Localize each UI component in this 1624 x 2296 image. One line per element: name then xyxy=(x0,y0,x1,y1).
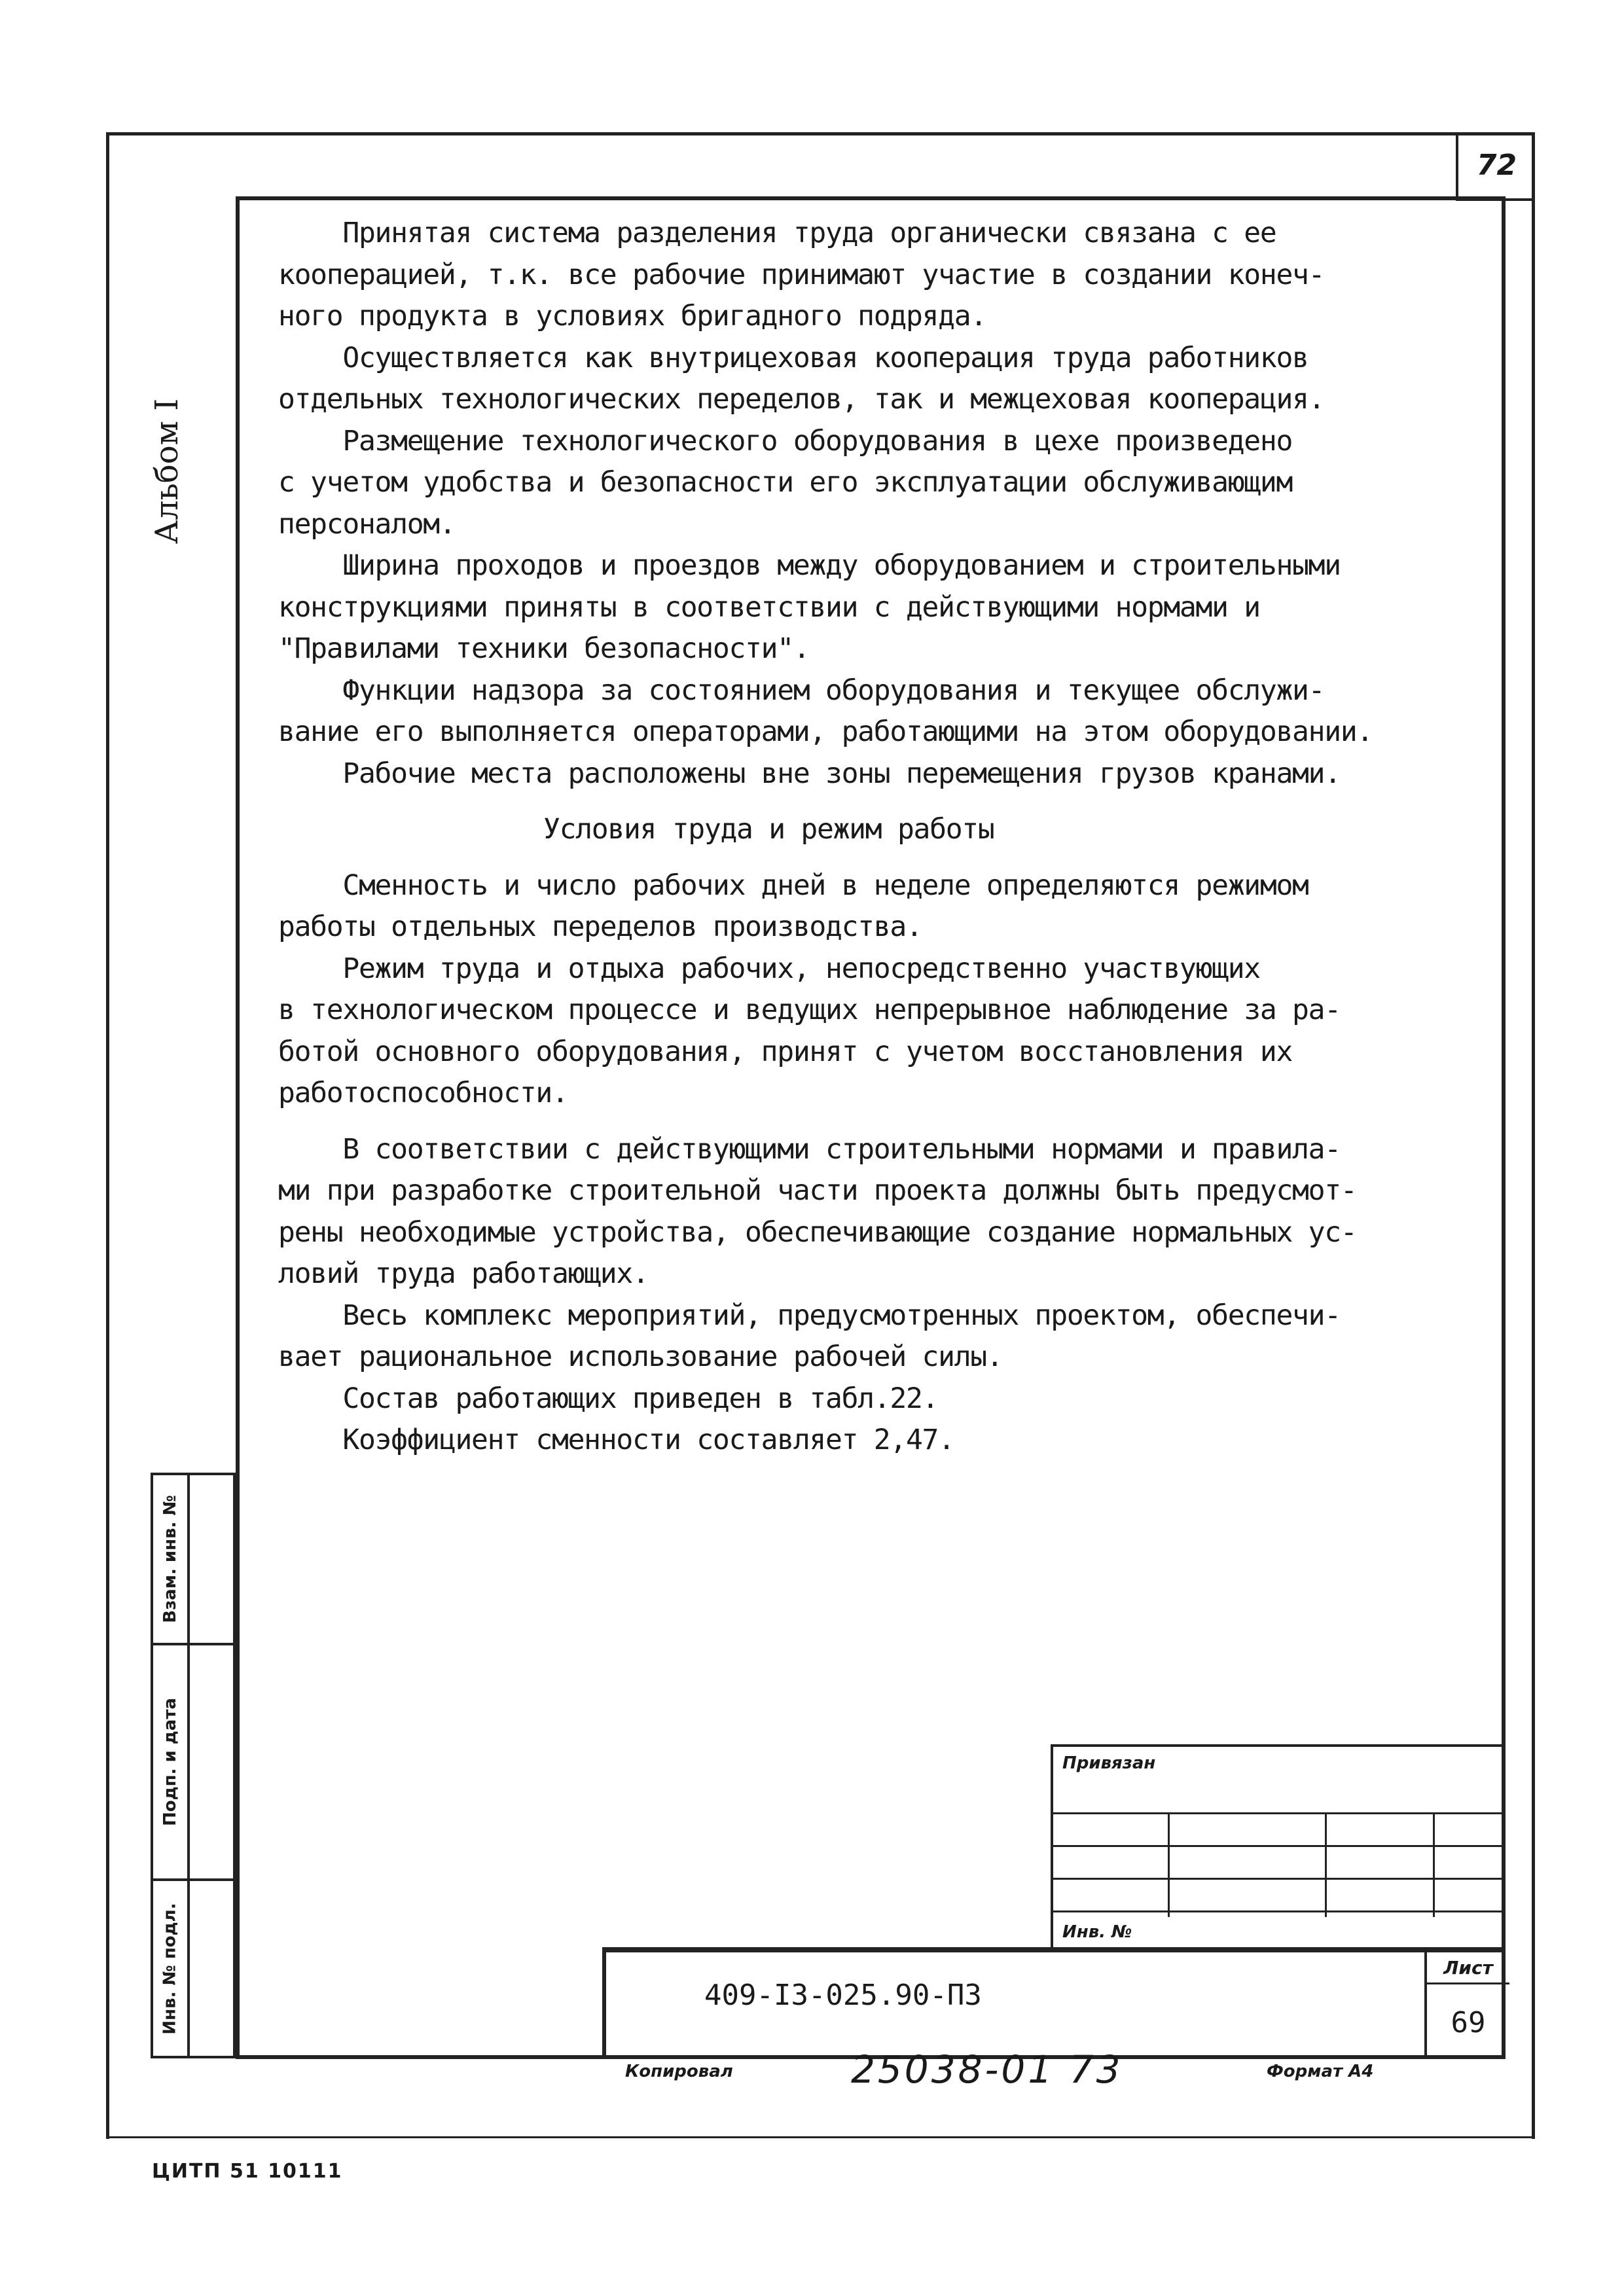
body-line: работоспособности. xyxy=(278,1077,568,1109)
stamp-row-replace-inv xyxy=(151,1473,236,1643)
stamp-cell xyxy=(153,1881,190,2056)
footer-copied-label: Копировал xyxy=(625,2062,733,2081)
table-rule xyxy=(1053,1910,1506,1912)
body-line: Сменность и число рабочих дней в неделе определяются режимом xyxy=(278,869,1308,902)
stamp-row-sign-date xyxy=(151,1643,236,1878)
table-rule xyxy=(1053,1845,1506,1847)
paragraph-gap xyxy=(278,1115,1496,1129)
body-line: Осуществляется как внутрицеховая кооперация труда работников xyxy=(278,341,1308,374)
sheet-cell xyxy=(1424,1952,1509,2058)
album-label-container xyxy=(128,393,206,550)
body-line: ботой основного оборудования, принят с учетом восстановления их xyxy=(278,1035,1293,1068)
body-line: ми при разработке строительной части проекта должны быть предусмот- xyxy=(278,1174,1357,1207)
stamp-cell xyxy=(153,1475,190,1643)
paragraph-gap xyxy=(278,851,1496,865)
table-rule xyxy=(1168,1812,1170,1917)
footer-format-label: Формат А4 xyxy=(1267,2062,1374,2081)
body-line: отдельных технологических переделов, так и межцеховая кооперация. xyxy=(278,383,1325,416)
footer-org-code: ЦИТП 51 10111 xyxy=(152,2160,343,2183)
left-stamp xyxy=(151,1473,236,2058)
body-line: с учетом удобства и безопасности его эксплуатации обслуживающим xyxy=(278,466,1293,499)
body-line: Режим труда и отдыха рабочих, непосредственно участвующих xyxy=(278,952,1260,985)
body-line: Принятая система разделения труда органически связана с ее xyxy=(278,217,1276,249)
stamp-replace-inv-label: Взам. инв. № xyxy=(160,1495,180,1623)
document-body xyxy=(278,213,1496,1462)
body-line: Весь комплекс мероприятий, предусмотренных проектом, обеспечи- xyxy=(278,1299,1341,1332)
body-line: вает рациональное использование рабочей силы. xyxy=(278,1340,1003,1373)
page-number: 72 xyxy=(1456,132,1535,201)
body-line: Коэффициент сменности составляет 2,47. xyxy=(278,1424,954,1456)
stamp-sign-date-label: Подп. и дата xyxy=(160,1698,181,1826)
ref-table-title: Привязан xyxy=(1062,1753,1156,1773)
sheet-label: Лист xyxy=(1427,1952,1509,1984)
body-line: кооперацией, т.к. все рабочие принимают участие в создании конеч- xyxy=(278,258,1325,291)
body-line: Рабочие места расположены вне зоны перемещения грузов кранами. xyxy=(278,757,1341,790)
body-line: рены необходимые устройства, обеспечивающие создание нормальных ус- xyxy=(278,1215,1357,1249)
body-line: Функции надзора за состоянием оборудования и текущее обслужи- xyxy=(278,673,1325,707)
body-line: Состав работающих приведен в табл.22. xyxy=(278,1382,939,1415)
body-line: Ширина проходов и проездов между оборудованием и строительными xyxy=(278,549,1341,582)
sheet-number: 69 xyxy=(1451,2005,1486,2039)
body-line: персоналом. xyxy=(278,507,456,541)
body-line: "Правилами техники безопасности". xyxy=(278,632,810,665)
table-rule xyxy=(1325,1812,1327,1917)
body-line: Размещение технологического оборудования в цехе произведено xyxy=(278,424,1293,457)
footer-handwritten-number: 25038-01 73 xyxy=(851,2047,1123,2092)
stamp-cell xyxy=(153,1645,190,1878)
stamp-inv-orig-label: Инв. № подл. xyxy=(160,1902,180,2035)
table-rule xyxy=(1053,1812,1506,1814)
document-code: 409-I3-025.90-ПЗ xyxy=(704,1979,982,2012)
reference-table xyxy=(1051,1744,1506,1950)
body-line: ловий труда работающих. xyxy=(278,1257,649,1290)
body-line: В соответствии с действующими строительными нормами и правила- xyxy=(278,1132,1341,1166)
section-heading: Условия труда и режим работы xyxy=(543,813,994,846)
table-rule xyxy=(1053,1878,1506,1880)
body-line: вание его выполняется операторами, работающими на этом оборудовании. xyxy=(278,715,1373,748)
album-label: Альбом I xyxy=(149,398,186,545)
body-line: работы отдельных переделов производства. xyxy=(278,910,922,943)
paragraph-gap xyxy=(278,795,1496,809)
outer-frame-bottom xyxy=(106,2136,1535,2138)
body-line: ного продукта в условиях бригадного подряда. xyxy=(278,300,986,332)
stamp-row-inv-orig xyxy=(151,1878,236,2058)
body-line: в технологическом процессе и ведущих непрерывное наблюдение за ра- xyxy=(278,994,1341,1026)
table-rule xyxy=(1433,1812,1435,1917)
ref-table-inv-label: Инв. № xyxy=(1062,1922,1132,1942)
body-line: конструкциями приняты в соответствии с действующими нормами и xyxy=(278,590,1260,624)
title-block xyxy=(602,1947,1506,2058)
